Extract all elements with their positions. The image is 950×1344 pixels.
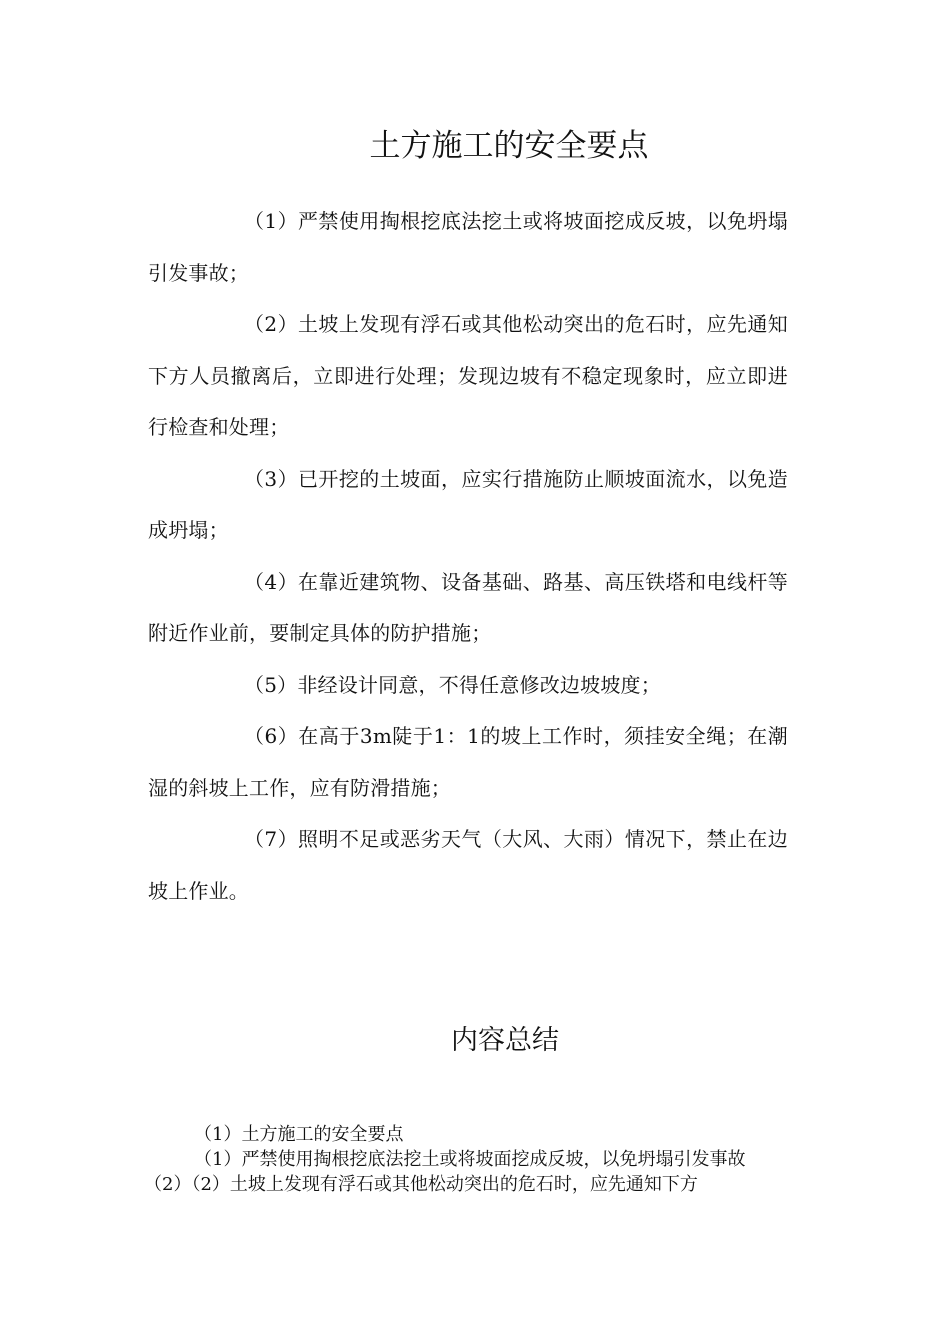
paragraph-1: （1）严禁使用掏根挖底法挖土或将坡面挖成反坡，以免坍塌引发事故； (148, 209, 788, 285)
summary-line-1: （1）土方施工的安全要点 (194, 1124, 404, 1145)
document-title: 土方施工的安全要点 (369, 128, 649, 164)
paragraph-3: （3）已开挖的土坡面，应实行措施防止顺坡面流水，以免造成坍塌； (148, 466, 788, 542)
summary-body (144, 1122, 808, 1197)
summary-line-3: （2）（2）土坡上发现有浮石或其他松动突出的危石时，应先通知下方 (144, 1174, 698, 1195)
paragraph-7: （7）照明不足或恶劣天气（大风、大雨）情况下，禁止在边坡上作业。 (148, 827, 788, 903)
paragraph-5: （5）非经设计同意，不得任意修改边坡坡度； (244, 672, 661, 697)
document-body (148, 196, 788, 917)
summary-title: 内容总结 (451, 1025, 559, 1056)
paragraph-2: （2）土坡上发现有浮石或其他松动突出的危石时，应先通知下方人员撤离后，立即进行处理；发现边坡有不稳定现象时，应立即进行检查和处理； (148, 312, 788, 439)
paragraph-6: （6）在高于3m陡于1：1的坡上工作时，须挂安全绳；在潮湿的斜坡上工作，应有防滑措施； (148, 724, 788, 800)
summary-line-2: （1）严禁使用掏根挖底法挖土或将坡面挖成反坡，以免坍塌引发事故 (194, 1149, 746, 1170)
paragraph-4: （4）在靠近建筑物、设备基础、路基、高压铁塔和电线杆等附近作业前，要制定具体的防护措施； (148, 569, 788, 645)
